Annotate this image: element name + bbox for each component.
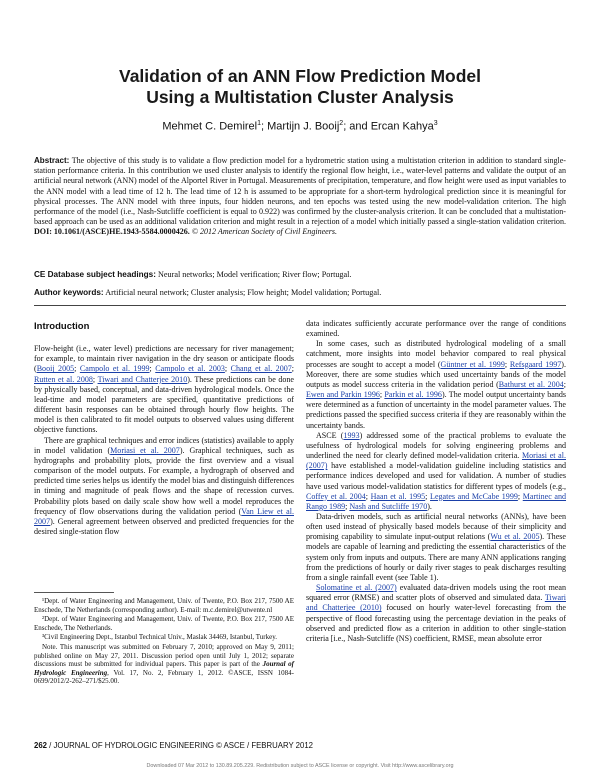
- ce-subject-headings: CE Database subject headings: Neural networks; Model verification; River flow; Portugal.: [34, 270, 352, 279]
- page-footer: [34, 741, 313, 750]
- citation-link[interactable]: Van Liew et al. 2007: [34, 506, 294, 526]
- citation-link[interactable]: Campolo et al. 2003: [155, 364, 225, 374]
- title-line-1: Validation of an ANN Flow Prediction Model: [118, 66, 481, 86]
- doi-link[interactable]: DOI: 10.1061/(ASCE)HE.1943-5584.0000426.: [34, 227, 190, 237]
- citation-link[interactable]: Booij 2005: [36, 364, 75, 374]
- citation-link[interactable]: Ewen and Parkin 1996: [306, 390, 380, 400]
- citation-link[interactable]: Rutten et al. 2008: [34, 374, 93, 384]
- citation-link[interactable]: Refsgaard 1997: [509, 359, 562, 369]
- abstract: [34, 156, 566, 238]
- submission-note: Note. This manuscript was submitted on February 7, 2010; approved on May 9, 2011; published online on May 27, 2011. Discussion period open until July 1, 2012; separate discussions must be submitted for individual papers. This paper is part of the Journal of Hydrologic Engineering, Vol. 17, No. 2, February 1, 2012. ©ASCE, ISSN 1084-0699/2012/2-262–271/$25.00.: [34, 642, 294, 686]
- citation-link[interactable]: Chang et al. 2007: [230, 364, 292, 374]
- abstract-label: Abstract:: [34, 156, 70, 165]
- citation-link[interactable]: Tiwari and Chatterjee 2010: [97, 374, 188, 384]
- citation-link[interactable]: Parkin et al. 1996: [384, 390, 442, 400]
- right-column: [306, 319, 566, 644]
- author-keywords: Author keywords: Artificial neural network; Cluster analysis; Flow height; Model validation; Portugal.: [34, 288, 382, 297]
- citation-link[interactable]: Campolo et al. 1999: [79, 364, 150, 374]
- paragraph: In some cases, such as distributed hydrological modeling of a small catchment, more insights into model behavior compared to real physical processes are sought to accept a model (Güntner et al. 1999; Refsgaard 1997). Moreover, there are some studies which used uncertainty bands of the model outputs as model success criteria in the validation period (Bathurst et al. 2004; Ewen and Parkin 1996; Parkin et al. 1996). The model output uncertainty bands were determined as a function of uncertainty in the model parameter values. The predictions passed the specified success criteria if they are reasonably within the uncertainty bands.: [306, 339, 567, 430]
- citation-link[interactable]: Bathurst et al. 2004: [498, 379, 564, 389]
- citation-link[interactable]: Moriasi et al. 2007: [110, 445, 180, 455]
- left-column: [34, 319, 294, 537]
- citation-link[interactable]: 1993: [343, 430, 360, 440]
- section-divider: [34, 305, 566, 306]
- paper-title: [0, 66, 600, 108]
- paragraph: Data-driven models, such as artificial neural networks (ANNs), have been often used instead of physically based models because of their simplicity and promising capability to simulate input-output relations (Wu et al. 2005). These models are capable of learning and predicting the essential characteristics of the system only from inputs and outputs. There are many ANN applications ranging from the predictions of hourly or daily river stages to peak discharges resulting from a single rainfall event (see Table 1).: [306, 511, 566, 582]
- citation-link[interactable]: Nash and Sutcliffe 1970: [349, 501, 428, 511]
- footnote-3: ³Civil Engineering Dept., Istanbul Technical Univ., Maslak 34469, Istanbul, Turkey.: [42, 633, 278, 642]
- citation-link[interactable]: Legates and McCabe 1999: [430, 491, 518, 501]
- footnote-1: ¹Dept. of Water Engineering and Management, Univ. of Twente, P.O. Box 217, 7500 AE Enschede, The Netherlands (corresponding author). E-mail: m.c.demirel@utwente.nl: [34, 597, 294, 614]
- author-1: Mehmet C. Demirel: [162, 120, 258, 133]
- author-list: Mehmet C. Demirel$^1$; Martijn J. Booij$^2$; and Ercan Kahya$^3$: [162, 120, 438, 133]
- paragraph: ASCE (1993) addressed some of the practical problems to evaluate the usefulness of hydrological models for solving engineering problems and underlined the need for clearly defined model-validation criteria. Moriasi et al. (2007) have established a model-validation guideline including statistics and performance indices developed and used for validation. A number of studies have used various model-validation statistics for different types of models (e.g., Coffey et al. 2004; Haan et al. 1995; Legates and McCabe 1999; Martinec and Rango 1989; Nash and Sutcliffe 1970).: [306, 430, 567, 511]
- page-number: 262: [34, 741, 48, 750]
- footnotes: [34, 597, 294, 687]
- paragraph: data indicates sufficiently accurate performance over the range of conditions examined.: [306, 319, 566, 339]
- citation-link[interactable]: Güntner et al. 1999: [440, 359, 505, 369]
- citation-link[interactable]: Martinec and Rango 1989: [306, 491, 567, 511]
- citation-link[interactable]: Tiwari and Chatterjee (2010): [306, 593, 566, 613]
- copyright: © 2012 American Society of Civil Engineers.: [191, 227, 338, 237]
- paragraph: There are graphical techniques and error indices (statistics) available to apply in model validation (Moriasi et al. 2007). Graphical techniques, such as hydrographs and probability plots, provide the first overview and a visual comparison of the model outputs. For example, a hydrograph of observed and predicted time series helps us identify the model bias and distinguish differences in timing and magnitude of peak flows and the shape of recession curves. Probability plots based on daily scale show how well a model reproduces the frequency of flow observations during the validation period (Van Liew et al. 2007). General agreement between observed and predicted frequencies for the desired single-station flow: [34, 435, 294, 536]
- citation-link[interactable]: Coffey et al. 2004: [306, 491, 366, 501]
- citation-link[interactable]: Wu et al. 2005: [490, 532, 540, 542]
- citation-link[interactable]: Solomatine et al. (2007): [316, 583, 397, 593]
- footnote-divider: [34, 592, 114, 593]
- journal-footer-text: / JOURNAL OF HYDROLOGIC ENGINEERING © ASCE / FEBRUARY 2012: [47, 741, 314, 750]
- citation-link[interactable]: Moriasi et al. (2007): [306, 451, 566, 471]
- introduction-heading: Introduction: [34, 321, 90, 332]
- title-line-2: Using a Multistation Cluster Analysis: [146, 87, 454, 107]
- paragraph: Solomatine et al. (2007) evaluated data-driven models using the root mean squared error (RMSE) and scatter plots of observed and simulated data. Tiwari and Chatterjee (2010) focused on hourly water-level forecasting from the perspective of flood forecasting using the percentage deviation in the peaks of observed and predicted flow as a criterion in addition to other single-station criteria [i.e., Nash-Sutcliffe (NS) coefficient, RMSE, mean absolute error: [306, 583, 566, 643]
- paragraph: Flow-height (i.e., water level) predictions are necessary for river management; for example, to maintain river navigation in the dry season or anticipate floods (Booij 2005; Campolo et al. 1999; Campolo et al. 2003; Chang et al. 2007; Rutten et al. 2008; Tiwari and Chatterjee 2010). These predictions can be done by physically based, conceptual, and data-driven hydrological models. Once the lead-time and model parameters are specified, quantitative predictions of different basin responses can be obtained through hourly flow heights. The model is then calibrated to fit model outputs to observed values using different objective functions.: [34, 344, 295, 435]
- abstract-text: The objective of this study is to validate a flow prediction model for a hydrometric station using a multistation criterion in addition to standard single-station performance criteria. In this contribution we used cluster analysis to identify the regional flow height, i.e., water-level patterns and validate the output of an artificial neural network (ANN) model of the Alportel River in Portugal. Measurements of precipitation, temperature, and flow height were used as input variables to the ANN model with a lead time of 12 h. The lead time of 12 h is assumed to be appropriate for a short-term hydrological prediction since it is meaningful for physical processes. The ANN model with three inputs, four hidden neurons, and ten epochs was tested using the new model-validation criterion. The high performance of the model (i.e., Nash-Sutcliffe coefficient is equal to 0.922) was confirmed by the cluster-analysis criterion. It can be concluded that a multistation-based approach can be used as an additional validation criterion and might result in a rejection of a model which initially passed a single-station validation criterion.: [34, 156, 566, 227]
- citation-link[interactable]: Haan et al. 1995: [370, 491, 426, 501]
- footnote-2: ²Dept. of Water Engineering and Management, Univ. of Twente, P.O. Box 217, 7500 AE Enschede, The Netherlands.: [34, 615, 294, 632]
- download-notice: Downloaded 07 Mar 2012 to 130.89.205.229. Redistribution subject to ASCE license or copyright. Visit http://www.ascelibrary.org: [146, 763, 454, 769]
